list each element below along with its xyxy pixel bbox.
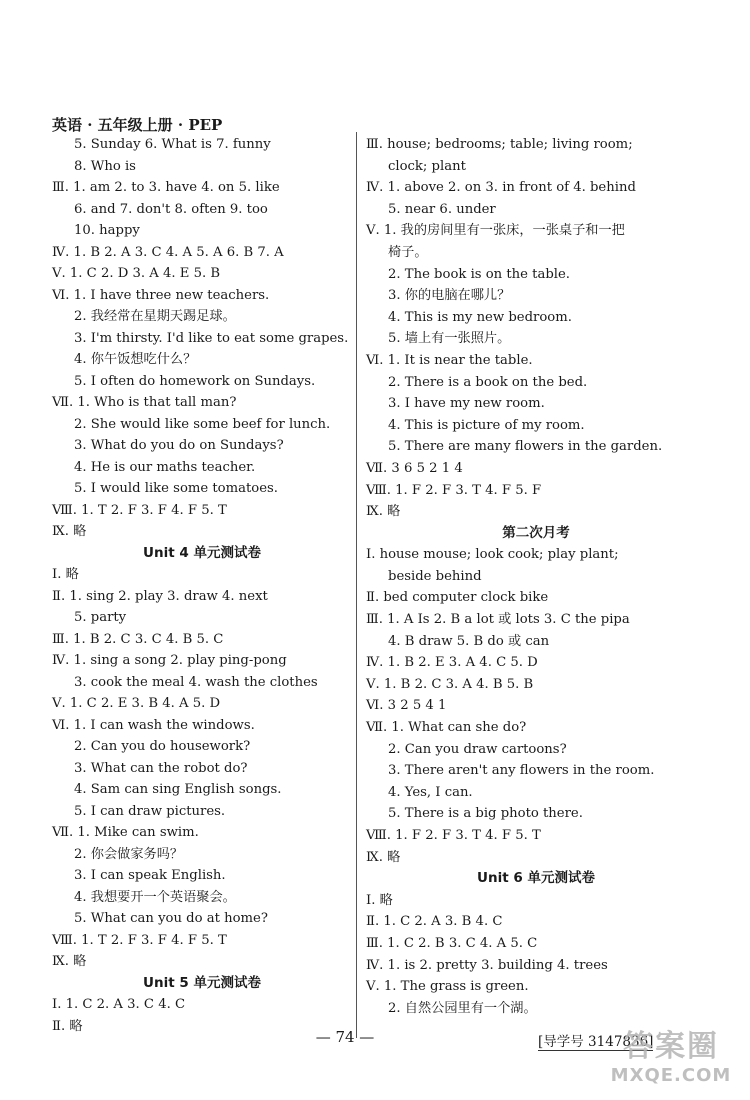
answer-line: 3. What do you do on Sundays?: [74, 438, 284, 453]
answer-line: Ⅸ. 略: [52, 524, 87, 539]
right-column: [366, 134, 706, 1019]
answer-line: Ⅳ. 1. above 2. on 3. in front of 4. behind: [366, 180, 636, 196]
answer-line: 4. Sam can sing English songs.: [74, 782, 282, 797]
answer-line: Ⅰ. house mouse; look cook; play plant;: [366, 547, 619, 563]
answer-line: 3. 你的电脑在哪儿？: [388, 288, 511, 304]
answer-line: 4. Yes, I can.: [388, 784, 473, 800]
answer-line: Ⅴ. 1. C 2. D 3. A 4. E 5. B: [52, 266, 221, 281]
answer-line: Ⅲ. 1. B 2. C 3. C 4. B 5. C: [52, 631, 224, 647]
answer-line: Ⅲ. 1. am 2. to 3. have 4. on 5. like: [52, 180, 280, 195]
answer-line: Ⅳ. 1. is 2. pretty 3. building 4. trees: [366, 957, 608, 973]
answer-line: Ⅴ. 1. B 2. C 3. A 4. B 5. B: [366, 676, 534, 692]
watermark-logo: [596, 1030, 746, 1096]
answer-line: 4. He is our maths teacher.: [74, 459, 256, 475]
answer-line: Ⅵ. 1. I can wash the windows.: [52, 717, 255, 733]
answer-line: 4. This is my new bedroom.: [388, 309, 572, 325]
answer-line: Ⅱ. bed computer clock bike: [366, 590, 549, 606]
answer-line: 10. happy: [74, 223, 140, 238]
answer-line: 2. Can you do housework?: [74, 739, 251, 754]
answer-line: 3. I'm thirsty. I'd like to eat some grapes.: [74, 330, 349, 346]
answer-line: Ⅶ. 1. Who is that tall man?: [52, 395, 237, 410]
left-column: [52, 134, 352, 1037]
answer-line: 5. party: [74, 610, 127, 625]
answer-line: Ⅰ. 略: [366, 892, 393, 908]
answer-line: 2. The book is on the table.: [388, 266, 570, 282]
answer-line: Ⅳ. 1. B 2. A 3. C 4. A 5. A 6. B 7. A: [52, 244, 284, 260]
answer-line: 3. I can speak English.: [74, 868, 226, 883]
answer-line: 3. What can the robot do?: [74, 760, 248, 776]
answer-line: Ⅴ. 1. The grass is green.: [366, 979, 529, 995]
answer-line: 2. There is a book on the bed.: [388, 374, 588, 390]
answer-line: Ⅷ. 1. T 2. F 3. F 4. F 5. T: [52, 502, 227, 518]
answer-line: 4. B draw 5. B do 或 can: [388, 633, 550, 649]
answer-line: Ⅵ. 3 2 5 4 1: [366, 698, 447, 714]
answer-line: 2. She would like some beef for lunch.: [74, 416, 331, 432]
answer-line: 2. 我经常在星期天踢足球。: [74, 309, 236, 324]
answer-line: clock; plant: [388, 158, 466, 174]
page-header: 英语 · 五年级上册 · PEP: [52, 116, 223, 134]
answer-line: 5. I often do homework on Sundays.: [74, 373, 316, 389]
answer-line: 5. There are many flowers in the garden.: [388, 439, 663, 455]
answer-line: Ⅴ. 1. C 2. E 3. B 4. A 5. D: [52, 696, 221, 711]
answer-line: Ⅲ. house; bedrooms; table; living room;: [366, 137, 633, 152]
answer-line: 3. There aren't any flowers in the room.: [388, 763, 655, 779]
page-number: — 74 —: [315, 1028, 375, 1046]
guide-code: [导学号 3147836]: [538, 1030, 653, 1051]
answer-line: Ⅷ. 1. T 2. F 3. F 4. F 5. T: [52, 932, 227, 948]
answer-line: 3. I have my new room.: [388, 396, 545, 412]
answer-line: Ⅸ. 略: [366, 849, 401, 865]
answer-line: Ⅷ. 1. F 2. F 3. T 4. F 5. T: [366, 828, 541, 843]
answer-line: 5. I can draw pictures.: [74, 803, 226, 819]
section-title: 第二次月考: [502, 524, 570, 541]
answer-line: 8. Who is: [74, 158, 136, 174]
section-title: Unit 4 单元测试卷: [143, 544, 261, 561]
answer-line: Ⅰ. 1. C 2. A 3. C 4. C: [52, 997, 186, 1012]
answer-line: 5. near 6. under: [388, 201, 496, 217]
answer-line: 5. There is a big photo there.: [388, 806, 583, 822]
answer-line: 2. Can you draw cartoons?: [388, 741, 567, 757]
answer-line: 5. I would like some tomatoes.: [74, 481, 278, 496]
answer-line: Ⅶ. 1. What can she do?: [366, 720, 527, 736]
answer-line: 2. 自然公园里有一个湖。: [388, 1000, 537, 1016]
answer-line: Ⅰ. 略: [52, 567, 79, 582]
answer-line: Ⅶ. 3 6 5 2 1 4: [366, 460, 463, 476]
answer-line: Ⅲ. 1. C 2. B 3. C 4. A 5. C: [366, 935, 538, 951]
answer-line: 5. Sunday 6. What is 7. funny: [74, 137, 271, 152]
answer-line: Ⅸ. 略: [366, 504, 401, 520]
watermark-top: 答案圈: [623, 1029, 719, 1064]
answer-line: Ⅳ. 1. sing a song 2. play ping-pong: [52, 653, 287, 668]
answer-line: 2. 你会做家务吗？: [74, 846, 184, 862]
section-title: Unit 6 单元测试卷: [477, 870, 595, 887]
answer-line: 4. 我想要开一个英语聚会。: [74, 889, 236, 905]
answer-line: Ⅵ. 1. I have three new teachers.: [52, 287, 270, 303]
answer-line: Ⅱ. 略: [52, 1018, 83, 1034]
answer-line: 6. and 7. don't 8. often 9. too: [74, 201, 268, 217]
answer-line: Ⅱ. 1. sing 2. play 3. draw 4. next: [52, 588, 268, 604]
answer-line: 3. cook the meal 4. wash the clothes: [74, 674, 318, 690]
answer-line: 4. This is picture of my room.: [388, 417, 585, 433]
answer-line: Ⅸ. 略: [52, 954, 87, 969]
answer-line: 4. 你午饭想吃什么？: [74, 352, 197, 367]
answer-line: 5. 墙上有一张照片。: [388, 331, 511, 347]
answer-line: Ⅱ. 1. C 2. A 3. B 4. C: [366, 914, 503, 930]
section-title: Unit 5 单元测试卷: [143, 974, 261, 991]
answer-line: 椅子。: [388, 244, 428, 260]
watermark-bottom: MXQE.COM: [610, 1065, 732, 1086]
answer-line: Ⅴ. 1. 我的房间里有一张床，一张桌子和一把: [366, 223, 625, 239]
answer-line: Ⅲ. 1. A Is 2. B a lot 或 lots 3. C the pipa: [366, 612, 630, 628]
answer-line: Ⅷ. 1. F 2. F 3. T 4. F 5. F: [366, 482, 542, 498]
answer-line: beside behind: [388, 568, 482, 584]
answer-line: Ⅳ. 1. B 2. E 3. A 4. C 5. D: [366, 655, 538, 671]
answer-line: Ⅶ. 1. Mike can swim.: [52, 825, 199, 840]
column-divider: [356, 132, 357, 1038]
answer-line: 5. What can you do at home?: [74, 911, 268, 926]
answer-line: Ⅵ. 1. It is near the table.: [366, 352, 533, 368]
